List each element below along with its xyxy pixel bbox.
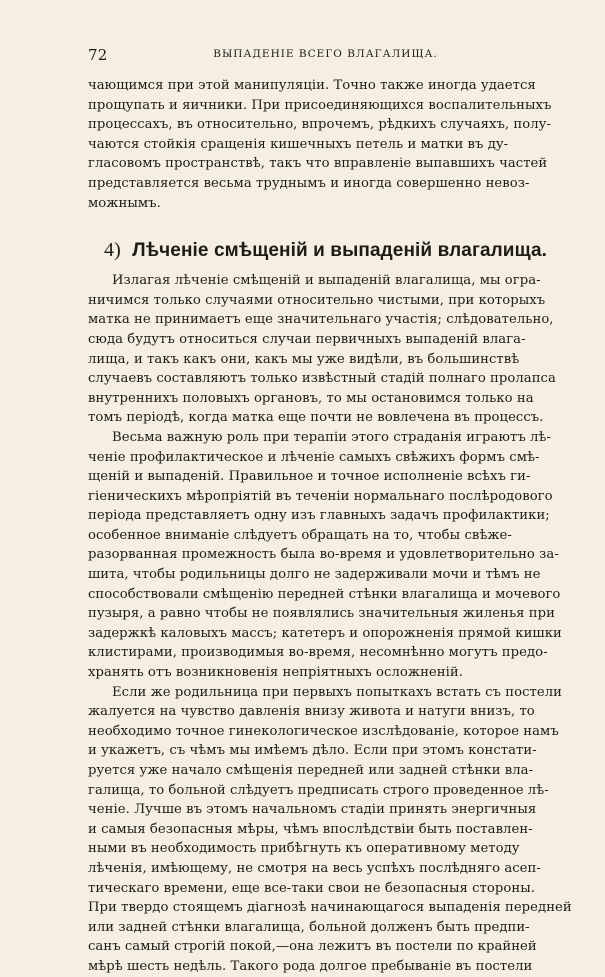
text-line: внутреннихъ половыхъ органовъ, то мы остановимся только на xyxy=(88,390,534,406)
text-line: матка не принимаетъ еще значительнаго участія; слѣдовательно, xyxy=(88,312,554,328)
text-line: чающимся при этой манипуляціи. Точно также иногда удается xyxy=(88,78,536,93)
running-head xyxy=(88,46,563,66)
text-line: разорванная промежность была во-время и удовлетворительно за- xyxy=(88,547,559,563)
text-line: задержкѣ каловыхъ массъ; катетеръ и опорожненія прямой кишки xyxy=(88,625,562,641)
text-line: процессахъ, въ относительно, впрочемъ, рѣдкихъ случаяхъ, полу- xyxy=(88,117,551,133)
text-line: ченіе. Лучше въ этомъ начальномъ стадіи принять энергичныя xyxy=(88,802,537,818)
text-line: клистирами, производимыя во-время, несомнѣнно могутъ предо- xyxy=(88,645,548,661)
page-number: 72 xyxy=(88,46,108,64)
text-line: руется уже начало смѣщенія передней или задней стѣнки вла- xyxy=(88,763,534,778)
text-line: необходимо точное гинекологическое изслѣдованіе, которое намъ xyxy=(88,723,559,739)
text-line: случаевъ составляютъ только извѣстный стадій полнаго пролапса xyxy=(88,371,556,387)
text-line: и укажетъ, съ чѣмъ мы имѣемъ дѣло. Если при этомъ констати- xyxy=(88,743,537,759)
text-line: Если же родильница при первыхъ попыткахъ встать съ постели xyxy=(112,684,562,700)
text-line: Весьма важную роль при терапіи этого страданія играютъ лѣ- xyxy=(112,429,551,445)
text-line: особенное вниманіе слѣдуетъ обращать на то, чтобы свѣже- xyxy=(88,527,512,543)
page-content xyxy=(88,76,572,977)
text-line: санъ самый строгій покой,—она лежитъ въ постели по крайней xyxy=(88,939,537,955)
text-line: лища, и такъ какъ они, какъ мы уже видѣли, въ большинствѣ xyxy=(88,351,520,367)
text-line: чаются стойкія сращенія кишечныхъ петель и матки въ ду- xyxy=(88,136,509,152)
text-line: галища, то больной слѣдуетъ предписать строго проведенное лѣ- xyxy=(88,782,549,798)
text-line: тическаго времени, еще все-таки свои не безопасныя стороны. xyxy=(88,880,536,896)
text-line: гіеническихъ мѣропріятій въ теченіи нормальнаго послѣродового xyxy=(88,488,553,504)
section-title: Лѣченіе смѣщеній и выпаденій влагалища. xyxy=(132,240,547,262)
text-line: жалуется на чувство давленія внизу живота и натуги внизъ, то xyxy=(88,704,535,720)
text-line: хранять отъ возникновенія непріятныхъ осложненій. xyxy=(88,665,463,681)
section-heading xyxy=(88,238,563,263)
text-line: мѣрѣ шесть недѣль. Такого рода долгое пребываніе въ постели xyxy=(88,958,533,974)
text-line: Излагая лѣченіе смѣщеній и выпаденій влагалища, мы огра- xyxy=(112,273,541,289)
text-line: ченіе профилактическое и лѣченіе самыхъ свѣжихъ формъ смѣ- xyxy=(88,449,540,465)
text-line: томъ періодѣ, когда матка еще почти не вовлечена въ процессъ. xyxy=(88,410,544,426)
section-number: 4) xyxy=(104,239,121,262)
text-line: ничимся только случаями относительно чистыми, при которыхъ xyxy=(88,292,546,308)
text-line: способствовали смѣщенію передней стѣнки влагалища и мочевого xyxy=(88,586,561,602)
text-line: ными въ необходимость прибѣгнуть къ оперативному методу xyxy=(88,841,520,857)
text-line: При твердо стоящемъ діагнозѣ начинающагося выпаденія передней xyxy=(88,900,572,916)
text-line: лѣченія, имѣющему, не смотря на весь успѣхъ послѣдняго асеп- xyxy=(88,860,541,876)
text-line: и самыя безопасныя мѣры, чѣмъ впослѣдствіи быть поставлен- xyxy=(88,821,533,837)
text-line: или задней стѣнки влагалища, больной долженъ быть предпи- xyxy=(88,919,530,935)
text-line: гласовомъ пространствѣ, такъ что вправленіе выпавшихъ частей xyxy=(88,156,548,172)
text-line: періода представляетъ одну изъ главныхъ задачъ профилактики; xyxy=(88,508,550,524)
text-line: сюда будутъ относиться случаи первичныхъ выпаденій влага- xyxy=(88,331,526,347)
text-line: шита, чтобы родильницы долго не задерживали мочи и тѣмъ не xyxy=(88,567,541,583)
text-line: прощупать и яичники. При присоединяющихся воспалительныхъ xyxy=(88,97,552,113)
text-line: представляется весьма труднымъ и иногда совершенно невоз- xyxy=(88,175,530,191)
text-line: можнымъ. xyxy=(88,195,161,211)
running-title: ВЫПАДЕНІЕ ВСЕГО ВЛАГАЛИЩА. xyxy=(213,48,438,60)
text-line: щеній и выпаденій. Правильное и точное исполненіе всѣхъ ги- xyxy=(88,469,531,485)
text-line: пузыря, а равно чтобы не появлялись значительныя жиленья при xyxy=(88,606,555,622)
